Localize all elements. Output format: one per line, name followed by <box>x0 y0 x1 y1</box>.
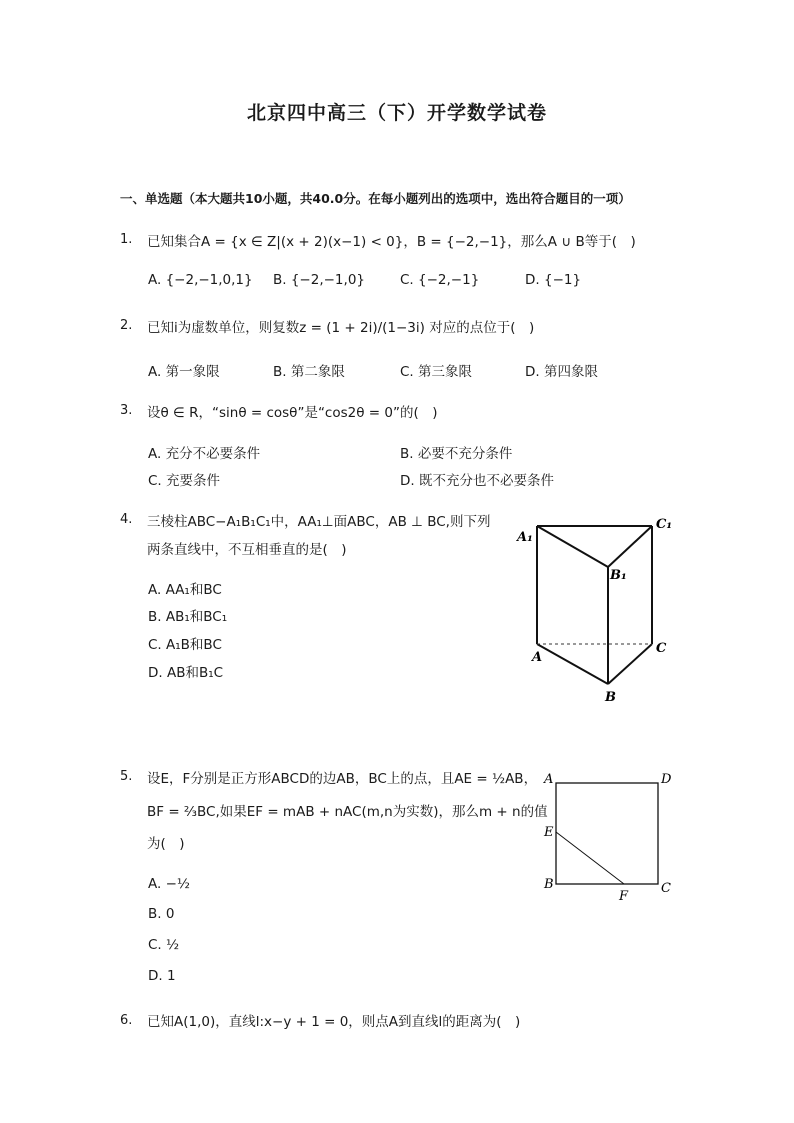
question-4-text-line1: 三棱柱ABC−A₁B₁C₁中，AA₁⊥面ABC，AB ⊥ BC,则下列 <box>147 514 491 530</box>
label-d: D <box>661 772 672 787</box>
edge-b1-c1 <box>608 526 652 567</box>
label-b: B <box>544 877 554 892</box>
edge-b-c <box>608 644 652 684</box>
segment-ef <box>556 832 624 884</box>
label-a: A <box>532 650 543 665</box>
question-3-number: 3. <box>120 403 133 418</box>
q5-option-c: C. ½ <box>148 937 180 953</box>
square-abcd <box>556 783 658 884</box>
q1-option-d: D. {−1} <box>525 272 582 288</box>
q2-option-d: D. 第四象限 <box>525 364 598 380</box>
label-b1: B₁ <box>610 568 627 583</box>
question-6-number: 6. <box>120 1013 133 1028</box>
question-5-text-line2: BF = ⅔BC,如果EF = mAB + nAC(m,n为实数)，那么m + n的值 <box>147 804 548 820</box>
q5-option-b: B. 0 <box>148 906 175 922</box>
q1-option-b: B. {−2,−1,0} <box>273 272 365 288</box>
question-3-text: 设θ ∈ R，“sinθ = cosθ”是“cos2θ = 0”的( ) <box>147 405 438 421</box>
q1-option-c: C. {−2,−1} <box>400 272 480 288</box>
label-e: E <box>544 825 554 840</box>
question-6-text: 已知A(1,0)，直线l:x−y + 1 = 0，则点A到直线l的距离为( ) <box>147 1014 521 1030</box>
q5-option-d: D. 1 <box>148 968 176 984</box>
q3-option-b: B. 必要不充分条件 <box>400 446 513 462</box>
label-b: B <box>605 690 616 705</box>
section-heading: 一、单选题（本大题共10小题，共40.0分。在每小题列出的选项中，选出符合题目的一项） <box>120 191 631 206</box>
question-4-text-line2: 两条直线中，不互相垂直的是( ) <box>147 542 347 558</box>
q5-option-a: A. −½ <box>148 876 190 892</box>
q4-option-b: B. AB₁和BC₁ <box>148 609 228 625</box>
q4-option-d: D. AB和B₁C <box>148 665 224 681</box>
label-a1: A₁ <box>517 530 533 545</box>
label-c1: C₁ <box>656 517 673 532</box>
question-5-text-line1: 设E，F分别是正方形ABCD的边AB，BC上的点，且AE = ½AB， <box>147 771 538 787</box>
prism-figure <box>510 512 680 707</box>
question-4-number: 4. <box>120 512 133 527</box>
question-2-number: 2. <box>120 318 133 333</box>
q4-option-a: A. AA₁和BC <box>148 582 222 598</box>
q3-option-d: D. 既不充分也不必要条件 <box>400 473 554 489</box>
question-1-number: 1. <box>120 232 133 247</box>
exam-title: 北京四中高三（下）开学数学试卷 <box>246 102 547 124</box>
q2-option-c: C. 第三象限 <box>400 364 473 380</box>
question-5-text-line3: 为( ) <box>147 836 185 852</box>
label-a: A <box>544 772 554 787</box>
edge-a1-b1 <box>537 526 608 567</box>
square-figure <box>540 770 680 905</box>
question-5-number: 5. <box>120 769 133 784</box>
question-1-text: 已知集合A = {x ∈ Z|(x + 2)(x−1) < 0}，B = {−2,−1}，那么A ∪ B等于( ) <box>147 234 636 250</box>
q2-option-a: A. 第一象限 <box>148 364 220 380</box>
q3-option-c: C. 充要条件 <box>148 473 221 489</box>
q4-option-c: C. A₁B和BC <box>148 637 222 653</box>
label-c: C <box>656 641 667 656</box>
question-2-text: 已知i为虚数单位，则复数z = (1 + 2i)/(1−3i) 对应的点位于( ) <box>147 320 535 336</box>
label-c: C <box>661 881 671 896</box>
edge-a-b <box>537 644 608 684</box>
q2-option-b: B. 第二象限 <box>273 364 345 380</box>
q1-option-a: A. {−2,−1,0,1} <box>148 272 253 288</box>
q3-option-a: A. 充分不必要条件 <box>148 446 261 462</box>
label-f: F <box>619 889 629 904</box>
